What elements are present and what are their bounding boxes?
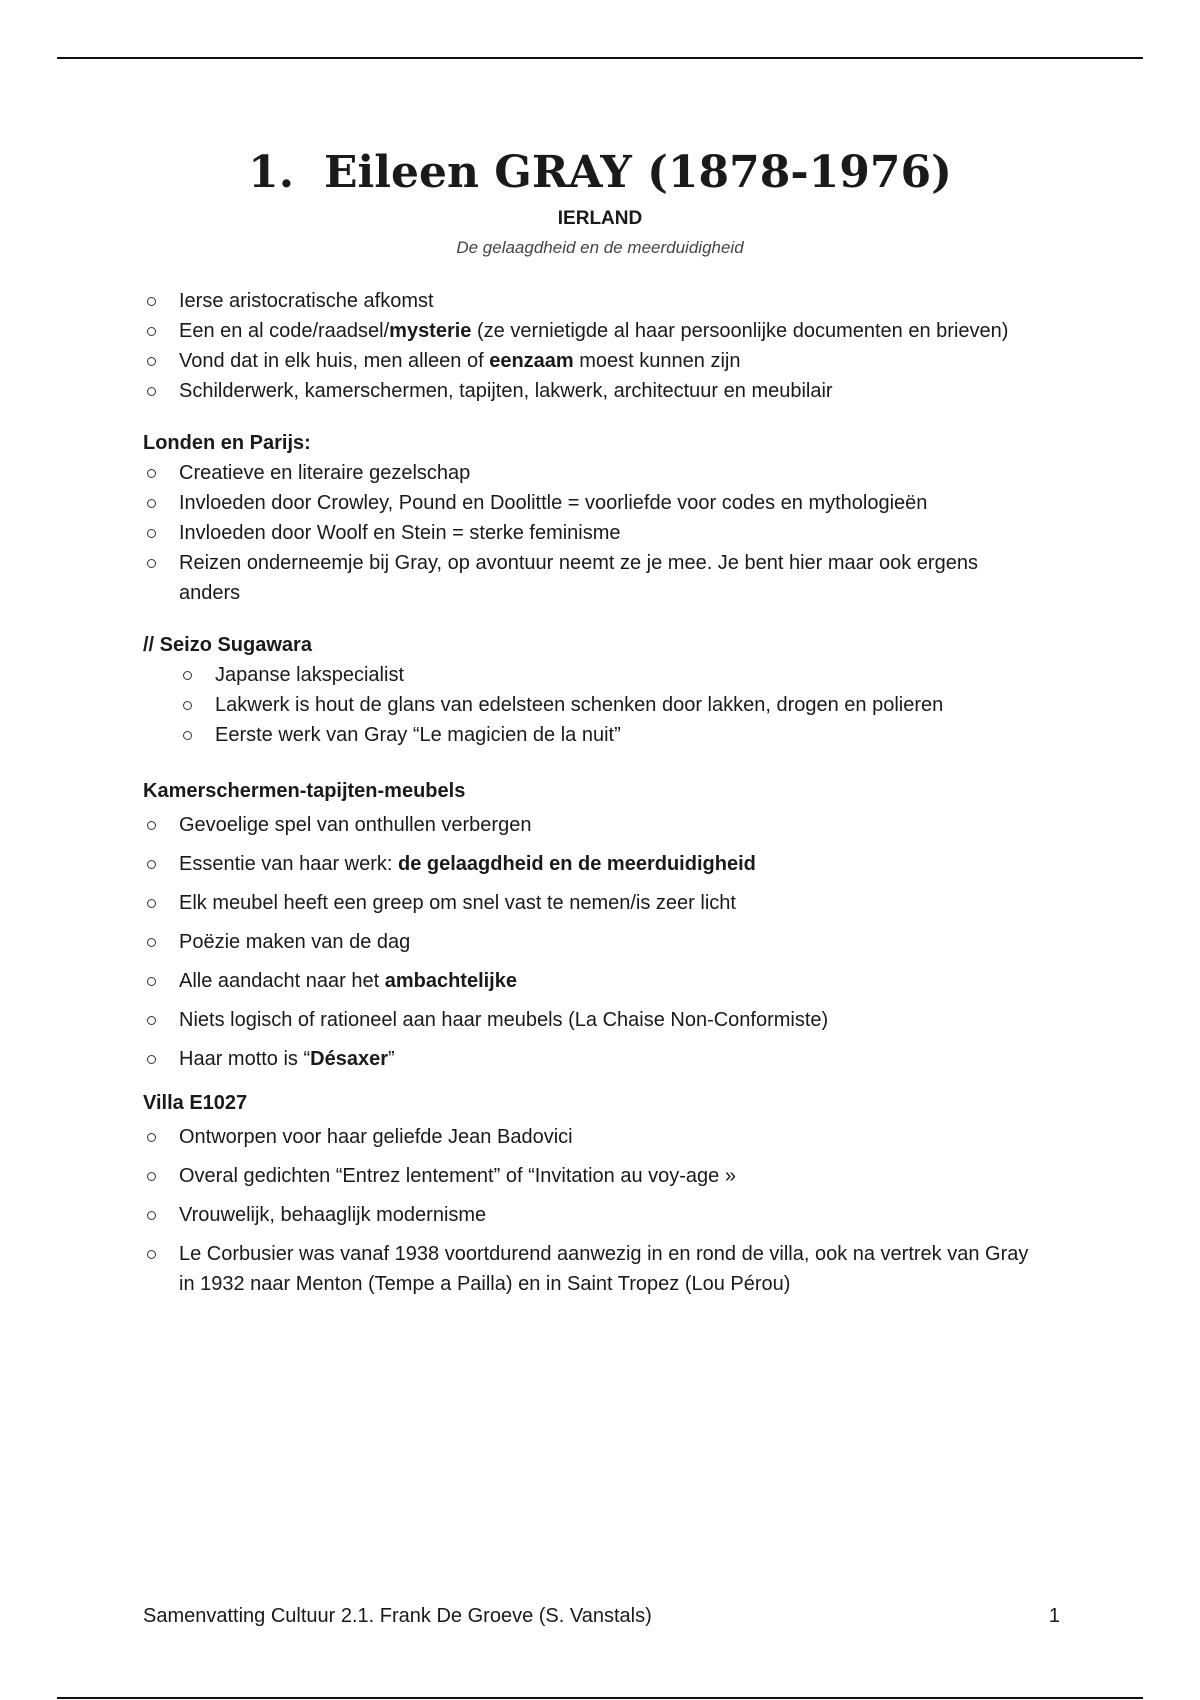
list-item: Overal gedichten “Entrez lentement” of “Invitation au voy-age » bbox=[143, 1161, 1043, 1191]
list-item: Een en al code/raadsel/mysterie (ze vernietigde al haar persoonlijke documenten en brieven) bbox=[143, 316, 1043, 346]
page-number: 1 bbox=[1048, 1605, 1060, 1627]
country-label: IERLAND bbox=[557, 208, 643, 229]
list-item: Vond dat in elk huis, men alleen of eenzaam moest kunnen zijn bbox=[143, 346, 1043, 376]
title-text: Eileen GRAY (1878-1976) bbox=[324, 147, 952, 198]
seizo-list bbox=[143, 660, 1043, 750]
title-block bbox=[0, 145, 1200, 259]
section-heading: Londen en Parijs: bbox=[143, 432, 311, 454]
list-item: Reizen onderneemje bij Gray, op avontuur neemt ze je mee. Je bent hier maar ook ergens anders bbox=[143, 548, 1043, 608]
list-item: Japanse lakspecialist bbox=[179, 660, 1043, 690]
villa-section bbox=[143, 1088, 1043, 1299]
list-item: Creatieve en literaire gezelschap bbox=[143, 458, 1043, 488]
list-item: Niets logisch of rationeel aan haar meubels (La Chaise Non-Conformiste) bbox=[143, 1005, 1043, 1035]
bottom-rule bbox=[57, 1697, 1143, 1699]
footer-text: Samenvatting Cultuur 2.1. Frank De Groeve (S. Vanstals) bbox=[143, 1605, 652, 1627]
section-heading: Kamerschermen-tapijten-meubels bbox=[143, 780, 466, 802]
page-title bbox=[0, 145, 1200, 201]
list-item: Invloeden door Crowley, Pound en Doolittle = voorliefde voor codes en mythologieën bbox=[143, 488, 1043, 518]
list-item: Haar motto is “Désaxer” bbox=[143, 1044, 1043, 1074]
londen-list bbox=[143, 458, 1043, 608]
list-item: Lakwerk is hout de glans van edelsteen schenken door lakken, drogen en polieren bbox=[179, 690, 1043, 720]
list-item: Gevoelige spel van onthullen verbergen bbox=[143, 810, 1043, 840]
list-item: Vrouwelijk, behaaglijk modernisme bbox=[143, 1200, 1043, 1230]
list-item: Essentie van haar werk: de gelaagdheid en de meerduidigheid bbox=[143, 849, 1043, 879]
section-heading: // Seizo Sugawara bbox=[143, 634, 312, 656]
kamer-list bbox=[143, 810, 1043, 1074]
subtitle: De gelaagdheid en de meerduidigheid bbox=[456, 238, 744, 257]
section-heading: Villa E1027 bbox=[143, 1092, 248, 1114]
villa-list bbox=[143, 1122, 1043, 1299]
list-item: Elk meubel heeft een greep om snel vast te nemen/is zeer licht bbox=[143, 888, 1043, 918]
document-body bbox=[143, 286, 1043, 1308]
list-item: Poëzie maken van de dag bbox=[143, 927, 1043, 957]
title-number: 1. bbox=[248, 147, 295, 198]
top-rule bbox=[57, 57, 1143, 59]
list-item: Schilderwerk, kamerschermen, tapijten, lakwerk, architectuur en meubilair bbox=[143, 376, 1043, 406]
list-item: Eerste werk van Gray “Le magicien de la nuit” bbox=[179, 720, 1043, 750]
list-item: Invloeden door Woolf en Stein = sterke feminisme bbox=[143, 518, 1043, 548]
kamer-section bbox=[143, 776, 1043, 1074]
intro-list bbox=[143, 286, 1043, 406]
londen-section bbox=[143, 428, 1043, 608]
page-footer bbox=[143, 1601, 1060, 1631]
list-item: Ontworpen voor haar geliefde Jean Badovici bbox=[143, 1122, 1043, 1152]
seizo-section bbox=[143, 630, 1043, 750]
list-item: Alle aandacht naar het ambachtelijke bbox=[143, 966, 1043, 996]
intro-section bbox=[143, 286, 1043, 406]
list-item: Le Corbusier was vanaf 1938 voortdurend aanwezig in en rond de villa, ook na vertrek van Gray in 1932 naar Menton (Tempe a Pailla) en in Saint Tropez (Lou Pérou) bbox=[143, 1239, 1043, 1299]
list-item: Ierse aristocratische afkomst bbox=[143, 286, 1043, 316]
